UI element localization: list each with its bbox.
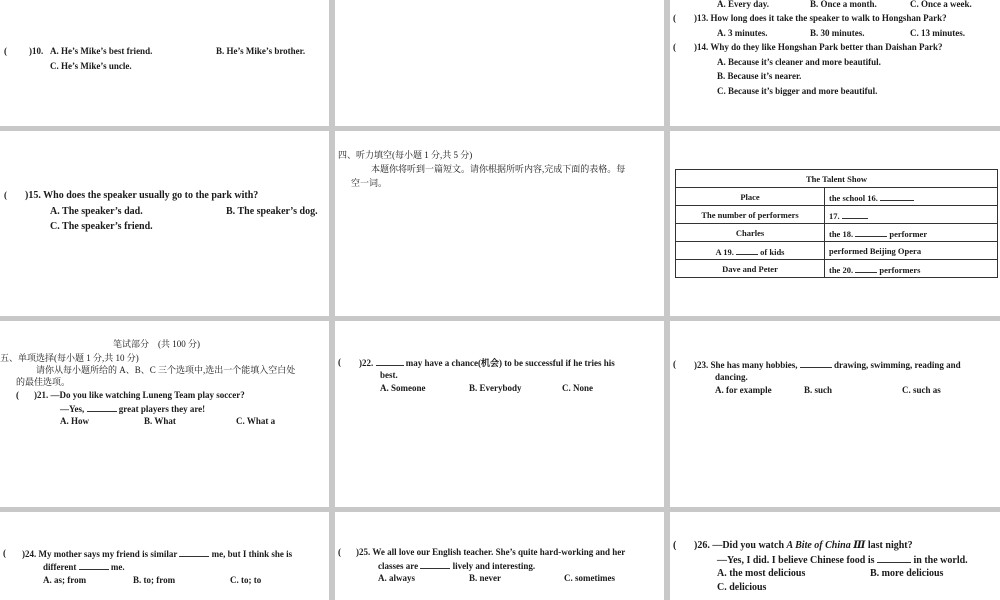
q26-option-b: B. more delicious <box>870 568 944 579</box>
q24-line2-pre: different <box>43 562 79 572</box>
q13-option-a: A. 3 minutes. <box>717 28 768 38</box>
q21-line2-pre: —Yes, <box>60 404 87 414</box>
panel-r2-c2 <box>335 131 664 316</box>
panel-r2-c1 <box>0 131 329 316</box>
q26-blank[interactable] <box>877 553 911 563</box>
q12-option-b: B. Once a month. <box>810 0 877 9</box>
q23-stem-pre: )23. She has many hobbies, <box>694 360 800 370</box>
panel-r4-c1 <box>0 512 329 600</box>
q25-line2-post: lively and interesting. <box>450 561 536 571</box>
q23-paren: ( <box>673 359 676 369</box>
q23-stem <box>694 358 961 372</box>
q14-option-b: B. Because it’s nearer. <box>717 71 802 81</box>
q15-option-a: A. The speaker’s dad. <box>50 206 143 217</box>
q14-option-a: A. Because it’s cleaner and more beautiful. <box>717 57 881 67</box>
talent-show-table <box>675 169 998 278</box>
table-cell <box>825 206 998 224</box>
panel-r3-c3 <box>670 321 1000 507</box>
table-title: The Talent Show <box>676 170 998 188</box>
q23-line2: dancing. <box>715 372 748 382</box>
table-row <box>676 188 998 206</box>
q24-line2 <box>43 560 125 574</box>
table-cell <box>676 242 825 260</box>
q23-option-a: A. for example <box>715 385 772 395</box>
q26-option-c: C. delicious <box>717 582 767 593</box>
q24-blank-2[interactable] <box>79 560 109 570</box>
q26-line2-pre: —Yes, I did. I believe Chinese food is <box>717 555 878 566</box>
panel-r2-c3 <box>670 131 1000 316</box>
q26-stem-pre: )26. —Did you watch <box>694 540 787 551</box>
section5-title: 五、单项选择(每小题 1 分,共 10 分) <box>0 353 139 363</box>
q15-stem: )15. Who does the speaker usually go to the park with? <box>25 190 259 201</box>
q14-stem: )14. Why do they like Hongshan Park better than Daishan Park? <box>694 42 943 52</box>
q24-line2-post: me. <box>108 562 125 572</box>
q26-line2 <box>717 553 968 567</box>
cell-text: 17. <box>829 210 842 221</box>
q21-line2-post: great players they are! <box>116 404 206 414</box>
q21-blank[interactable] <box>87 402 117 412</box>
table-cell: Place <box>676 188 825 206</box>
q23-blank[interactable] <box>800 358 832 368</box>
answer-blank-19[interactable] <box>736 245 758 255</box>
q12-option-c: C. Once a week. <box>910 0 972 9</box>
q22-number: )22. <box>359 358 376 368</box>
q21-stem: )21. —Do you like watching Luneng Team play soccer? <box>34 390 245 400</box>
q24-stem-post: me, but I think she is <box>209 549 293 559</box>
cell-text: of kids <box>758 246 785 257</box>
answer-blank-17[interactable] <box>842 209 868 219</box>
q25-stem: )25. We all love our English teacher. She’s quite hard-working and her <box>356 547 626 557</box>
q22-line2: best. <box>380 370 398 380</box>
q24-stem-pre: )24. My mother says my friend is similar <box>22 549 180 559</box>
table-cell <box>825 188 998 206</box>
q22-option-a: A. Someone <box>380 383 426 393</box>
table-cell <box>825 260 998 278</box>
q22-option-c: C. None <box>562 383 593 393</box>
q23-option-c: C. such as <box>902 385 941 395</box>
section5-instruction-line1: 请你从每小题所给的 A、B、C 三个选项中,选出一个能填入空白处 <box>36 365 296 375</box>
q25-line2 <box>378 559 535 573</box>
q15-paren: ( <box>4 190 7 200</box>
table-row <box>676 242 998 260</box>
q22-blank[interactable] <box>376 356 404 366</box>
q24-stem <box>22 547 292 561</box>
table-row <box>676 224 998 242</box>
q24-option-c: C. to; to <box>230 575 262 585</box>
section5-instruction-line2: 的最佳选项。 <box>16 377 71 387</box>
q21-option-b: B. What <box>144 416 176 426</box>
q24-paren: ( <box>3 548 6 558</box>
table-cell <box>825 224 998 242</box>
q14-option-c: C. Because it’s bigger and more beautiful. <box>717 86 878 96</box>
q26-stem <box>694 539 913 552</box>
section4-instruction-line1: 本题你将听到一篇短文。请你根据所听内容,完成下面的表格。每 <box>371 164 626 174</box>
table-title-row <box>676 170 998 188</box>
q13-paren: ( <box>673 13 676 23</box>
q25-option-b: B. never <box>469 573 501 583</box>
q25-option-a: A. always <box>378 573 416 583</box>
q12-option-a: A. Every day. <box>717 0 770 9</box>
q24-option-b: B. to; from <box>133 575 176 585</box>
q21-option-a: A. How <box>60 416 89 426</box>
cell-text: the 20. <box>829 264 856 275</box>
q21-line2 <box>60 402 205 416</box>
written-part-title: 笔试部分 (共 100 分) <box>113 339 200 349</box>
q14-paren: ( <box>673 42 676 52</box>
panel-r1-c2 <box>335 0 664 126</box>
table-row <box>676 260 998 278</box>
q25-blank[interactable] <box>420 559 450 569</box>
q21-option-c: C. What a <box>236 416 276 426</box>
q15-option-c: C. The speaker’s friend. <box>50 221 153 232</box>
q15-option-b: B. The speaker’s dog. <box>226 206 318 217</box>
q23-stem-post: drawing, swimming, reading and <box>831 360 961 370</box>
q26-stem-post: last night? <box>865 540 913 551</box>
table-cell: Dave and Peter <box>676 260 825 278</box>
panel-r1-c3 <box>670 0 1000 126</box>
table-row <box>676 206 998 224</box>
panel-r4-c3 <box>670 512 1000 600</box>
table-cell: The number of performers <box>676 206 825 224</box>
q10-paren: ( <box>4 46 7 56</box>
q22-option-b: B. Everybody <box>469 383 522 393</box>
q22-stem <box>359 356 615 370</box>
q25-line2-pre: classes are <box>378 561 421 571</box>
q10-option-b: B. He’s Mike’s brother. <box>216 46 306 56</box>
answer-blank-20[interactable] <box>855 263 877 273</box>
q10-option-a: A. He’s Mike’s best friend. <box>50 46 153 56</box>
q26-line2-post: in the world. <box>911 555 968 566</box>
q25-option-c: C. sometimes <box>564 573 615 583</box>
cell-text: A 19. <box>715 246 737 257</box>
q22-stem-post: may have a chance(机会) to be successful if he tries his <box>403 358 615 368</box>
q26-option-a: A. the most delicious <box>717 568 806 579</box>
q13-stem: )13. How long does it take the speaker to walk to Hongshan Park? <box>694 13 947 23</box>
q24-blank-1[interactable] <box>179 547 209 557</box>
panel-r3-c1 <box>0 321 329 507</box>
table-cell: performed Beijing Opera <box>825 242 998 260</box>
panel-r3-c2 <box>335 321 664 507</box>
answer-blank-16[interactable] <box>880 191 914 201</box>
q26-paren: ( <box>673 540 677 551</box>
q23-option-b: B. such <box>804 385 833 395</box>
answer-blank-18[interactable] <box>855 227 887 237</box>
panel-r1-c1 <box>0 0 329 126</box>
cell-text: performer <box>887 228 928 239</box>
q24-option-a: A. as; from <box>43 575 87 585</box>
q13-option-c: C. 13 minutes. <box>910 28 966 38</box>
q22-paren: ( <box>338 357 341 367</box>
q26-program-title: A Bite of China Ⅲ <box>786 540 866 551</box>
cell-text: performers <box>877 264 921 275</box>
table-cell: Charles <box>676 224 825 242</box>
q13-option-b: B. 30 minutes. <box>810 28 865 38</box>
cell-text: the school 16. <box>829 192 880 203</box>
panel-r4-c2 <box>335 512 664 600</box>
q25-paren: ( <box>338 547 341 557</box>
q21-paren: ( <box>16 390 19 400</box>
cell-text: the 18. <box>829 228 856 239</box>
section4-instruction-line2: 空一词。 <box>351 178 388 188</box>
q10-option-c: C. He’s Mike’s uncle. <box>50 61 132 71</box>
section4-title: 四、听力填空(每小题 1 分,共 5 分) <box>338 150 473 160</box>
q10-number: )10. <box>29 46 44 56</box>
